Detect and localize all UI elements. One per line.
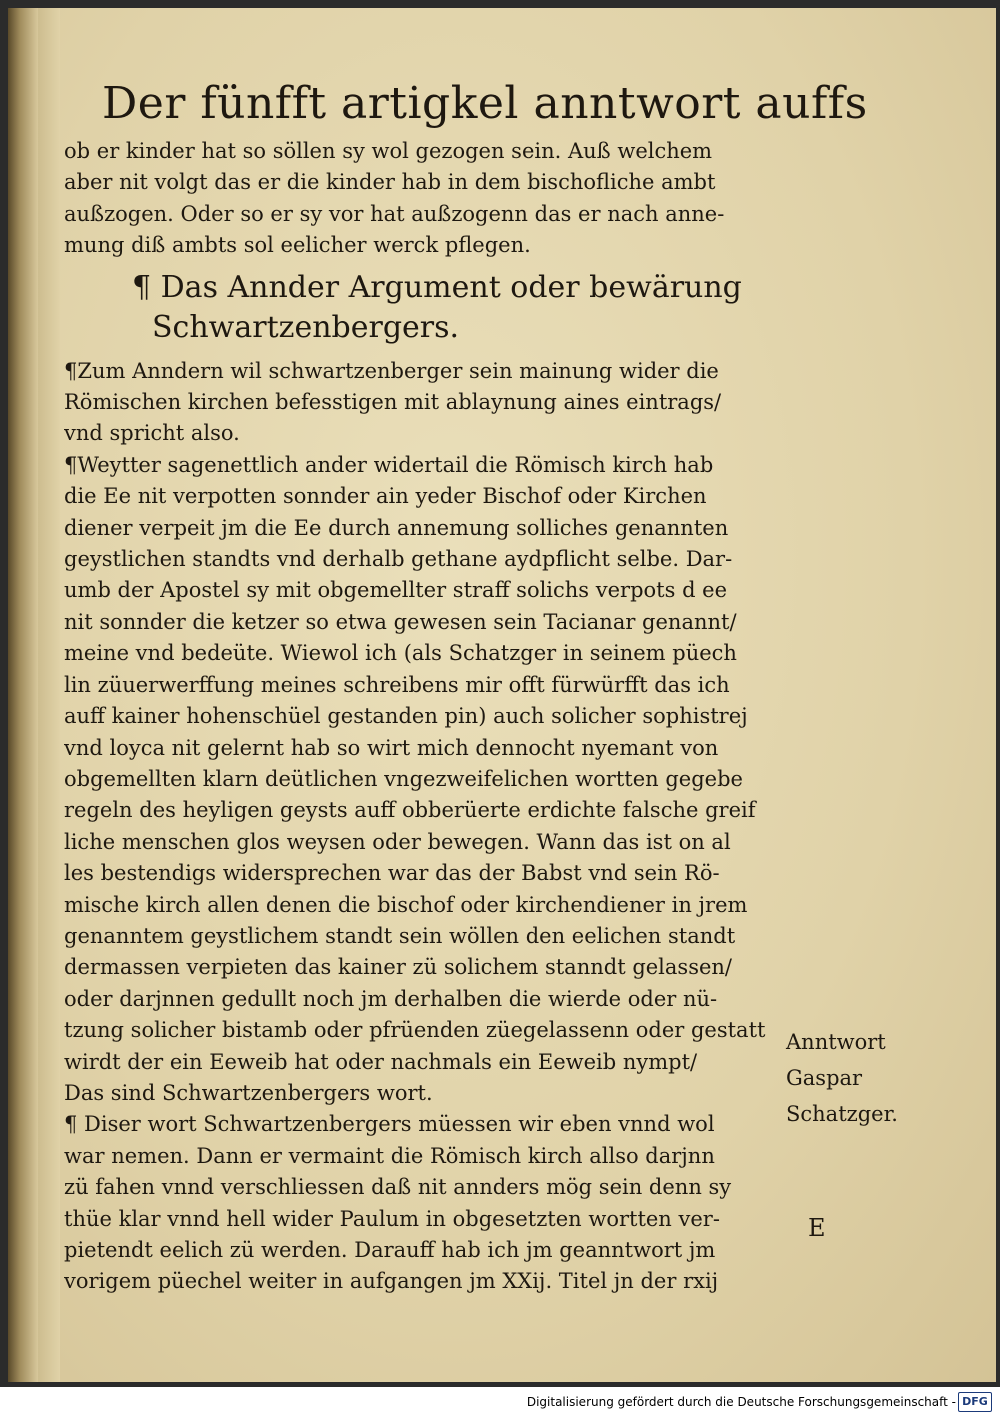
text-line: regeln des heyligen geysts auff obberüerte erdichte falsche greif: [64, 798, 756, 823]
pilcrow-icon: ¶: [64, 358, 78, 383]
book-page: [8, 8, 996, 1382]
text-line: war nemen. Dann er vermaint die Römisch kirch allso darjnn: [64, 1143, 715, 1168]
footer-bar: [0, 1387, 1000, 1417]
text-line: obgemellten klarn deütlichen vngezweifelichen wortten gegebe: [64, 766, 743, 791]
text-line: tzung solicher bistamb oder pfrüenden züegelassenn oder gestatt: [64, 1018, 766, 1043]
text-line: meine vnd bedeüte. Wiewol ich (als Schatzger in seinem püech: [64, 641, 737, 666]
text-line: ¶Weytter sagenettlich ander widertail die Römisch kirch hab: [64, 452, 714, 477]
text-line: mung diß ambts sol eelicher werck pflegen.: [64, 233, 531, 258]
margin-note: [786, 1024, 898, 1132]
text-line: diener verpeit jm die Ee durch annemung solliches genannten: [64, 515, 729, 540]
text-line: außzogen. Oder so er sy vor hat außzogenn das er nach anne-: [64, 201, 725, 226]
text-line: die Ee nit verpotten sonnder ain yeder Bischof oder Kirchen: [64, 484, 707, 509]
pilcrow-icon: ¶: [64, 1112, 85, 1137]
text-line: zü fahen vnnd verschliessen daß nit annders mög sein denn sy: [64, 1175, 732, 1200]
text-line: vnd spricht also.: [64, 421, 240, 446]
dfg-logo: DFG: [958, 1392, 992, 1412]
page-edge: [38, 8, 60, 1382]
text-line: Das sind Schwartzenbergers wort.: [64, 1080, 433, 1105]
text-line: thüe klar vnnd hell wider Paulum in obgesetzten wortten ver-: [64, 1206, 720, 1231]
text-line: vnd loyca nit gelernt hab so wirt mich dennocht nyemant von: [64, 735, 719, 760]
section-heading: ¶ Das Annder Argument oder bewärung: [132, 269, 742, 305]
text-line: vorigem püechel weiter in aufgangen jm XXij. Titel jn der rxij: [64, 1269, 719, 1294]
text-line: oder darjnnen gedullt noch jm derhalben die wierde oder nü-: [64, 986, 718, 1011]
text-line: mische kirch allen denen die bischof oder kirchendiener in jrem: [64, 892, 748, 917]
text-line: ¶ Diser wort Schwartzenbergers müessen wir eben vnnd wol: [64, 1112, 715, 1137]
text-line: nit sonnder die ketzer so etwa gewesen sein Tacianar genannt/: [64, 609, 737, 634]
text-line: auff kainer hohenschüel gestanden pin) auch solicher sophistrej: [64, 704, 748, 729]
text-line: aber nit volgt das er die kinder hab in dem bischofliche ambt: [64, 170, 716, 195]
margin-note-line: Anntwort: [786, 1030, 886, 1054]
text-line: umb der Apostel sy mit obgemellter straff solichs verpots d ee: [64, 578, 728, 603]
margin-note-line: Schatzger.: [786, 1102, 898, 1126]
pilcrow-icon: ¶: [64, 452, 78, 477]
text-line: geystlichen standts vnd derhalb gethane aydpflicht selbe. Dar-: [64, 547, 733, 572]
text-line: ¶Zum Anndern wil schwartzenberger sein mainung wider die: [64, 358, 719, 383]
text-line: pietendt eelich zü werden. Darauff hab ich jm geanntwort jm: [64, 1238, 716, 1262]
section-heading-cont: Schwartzenbergers.: [152, 309, 460, 345]
catchword: E: [808, 1214, 826, 1242]
page-title: Der fünfft artigkel anntwort auffs: [102, 78, 868, 129]
text-line: genanntem geystlichem standt sein wöllen den eelichen standt: [64, 923, 736, 948]
text-line: ob er kinder hat so söllen sy wol gezogen sein. Auß welchem: [64, 139, 713, 163]
text-line: liche menschen glos weysen oder bewegen. Wann das ist on al: [64, 829, 731, 854]
funding-credit: Digitalisierung gefördert durch die Deutsche Forschungsgemeinschaft -: [526, 1395, 956, 1409]
text-line: les bestendigs widersprechen war das der Babst vnd sein Rö-: [64, 861, 720, 886]
margin-note-line: Gaspar: [786, 1066, 863, 1090]
text-line: dermassen verpieten das kainer zü solichem stanndt gelassen/: [64, 955, 733, 980]
text-line: wirdt der ein Eeweib hat oder nachmals ein Eeweib nympt/: [64, 1049, 698, 1074]
pilcrow-icon: ¶: [132, 269, 161, 305]
text-line: lin züuerwerffung meines schreibens mir offt fürwürfft das ich: [64, 672, 730, 697]
binding-gutter: [8, 8, 38, 1382]
text-line: Römischen kirchen befesstigen mit ablaynung aines eintrags/: [64, 390, 722, 415]
